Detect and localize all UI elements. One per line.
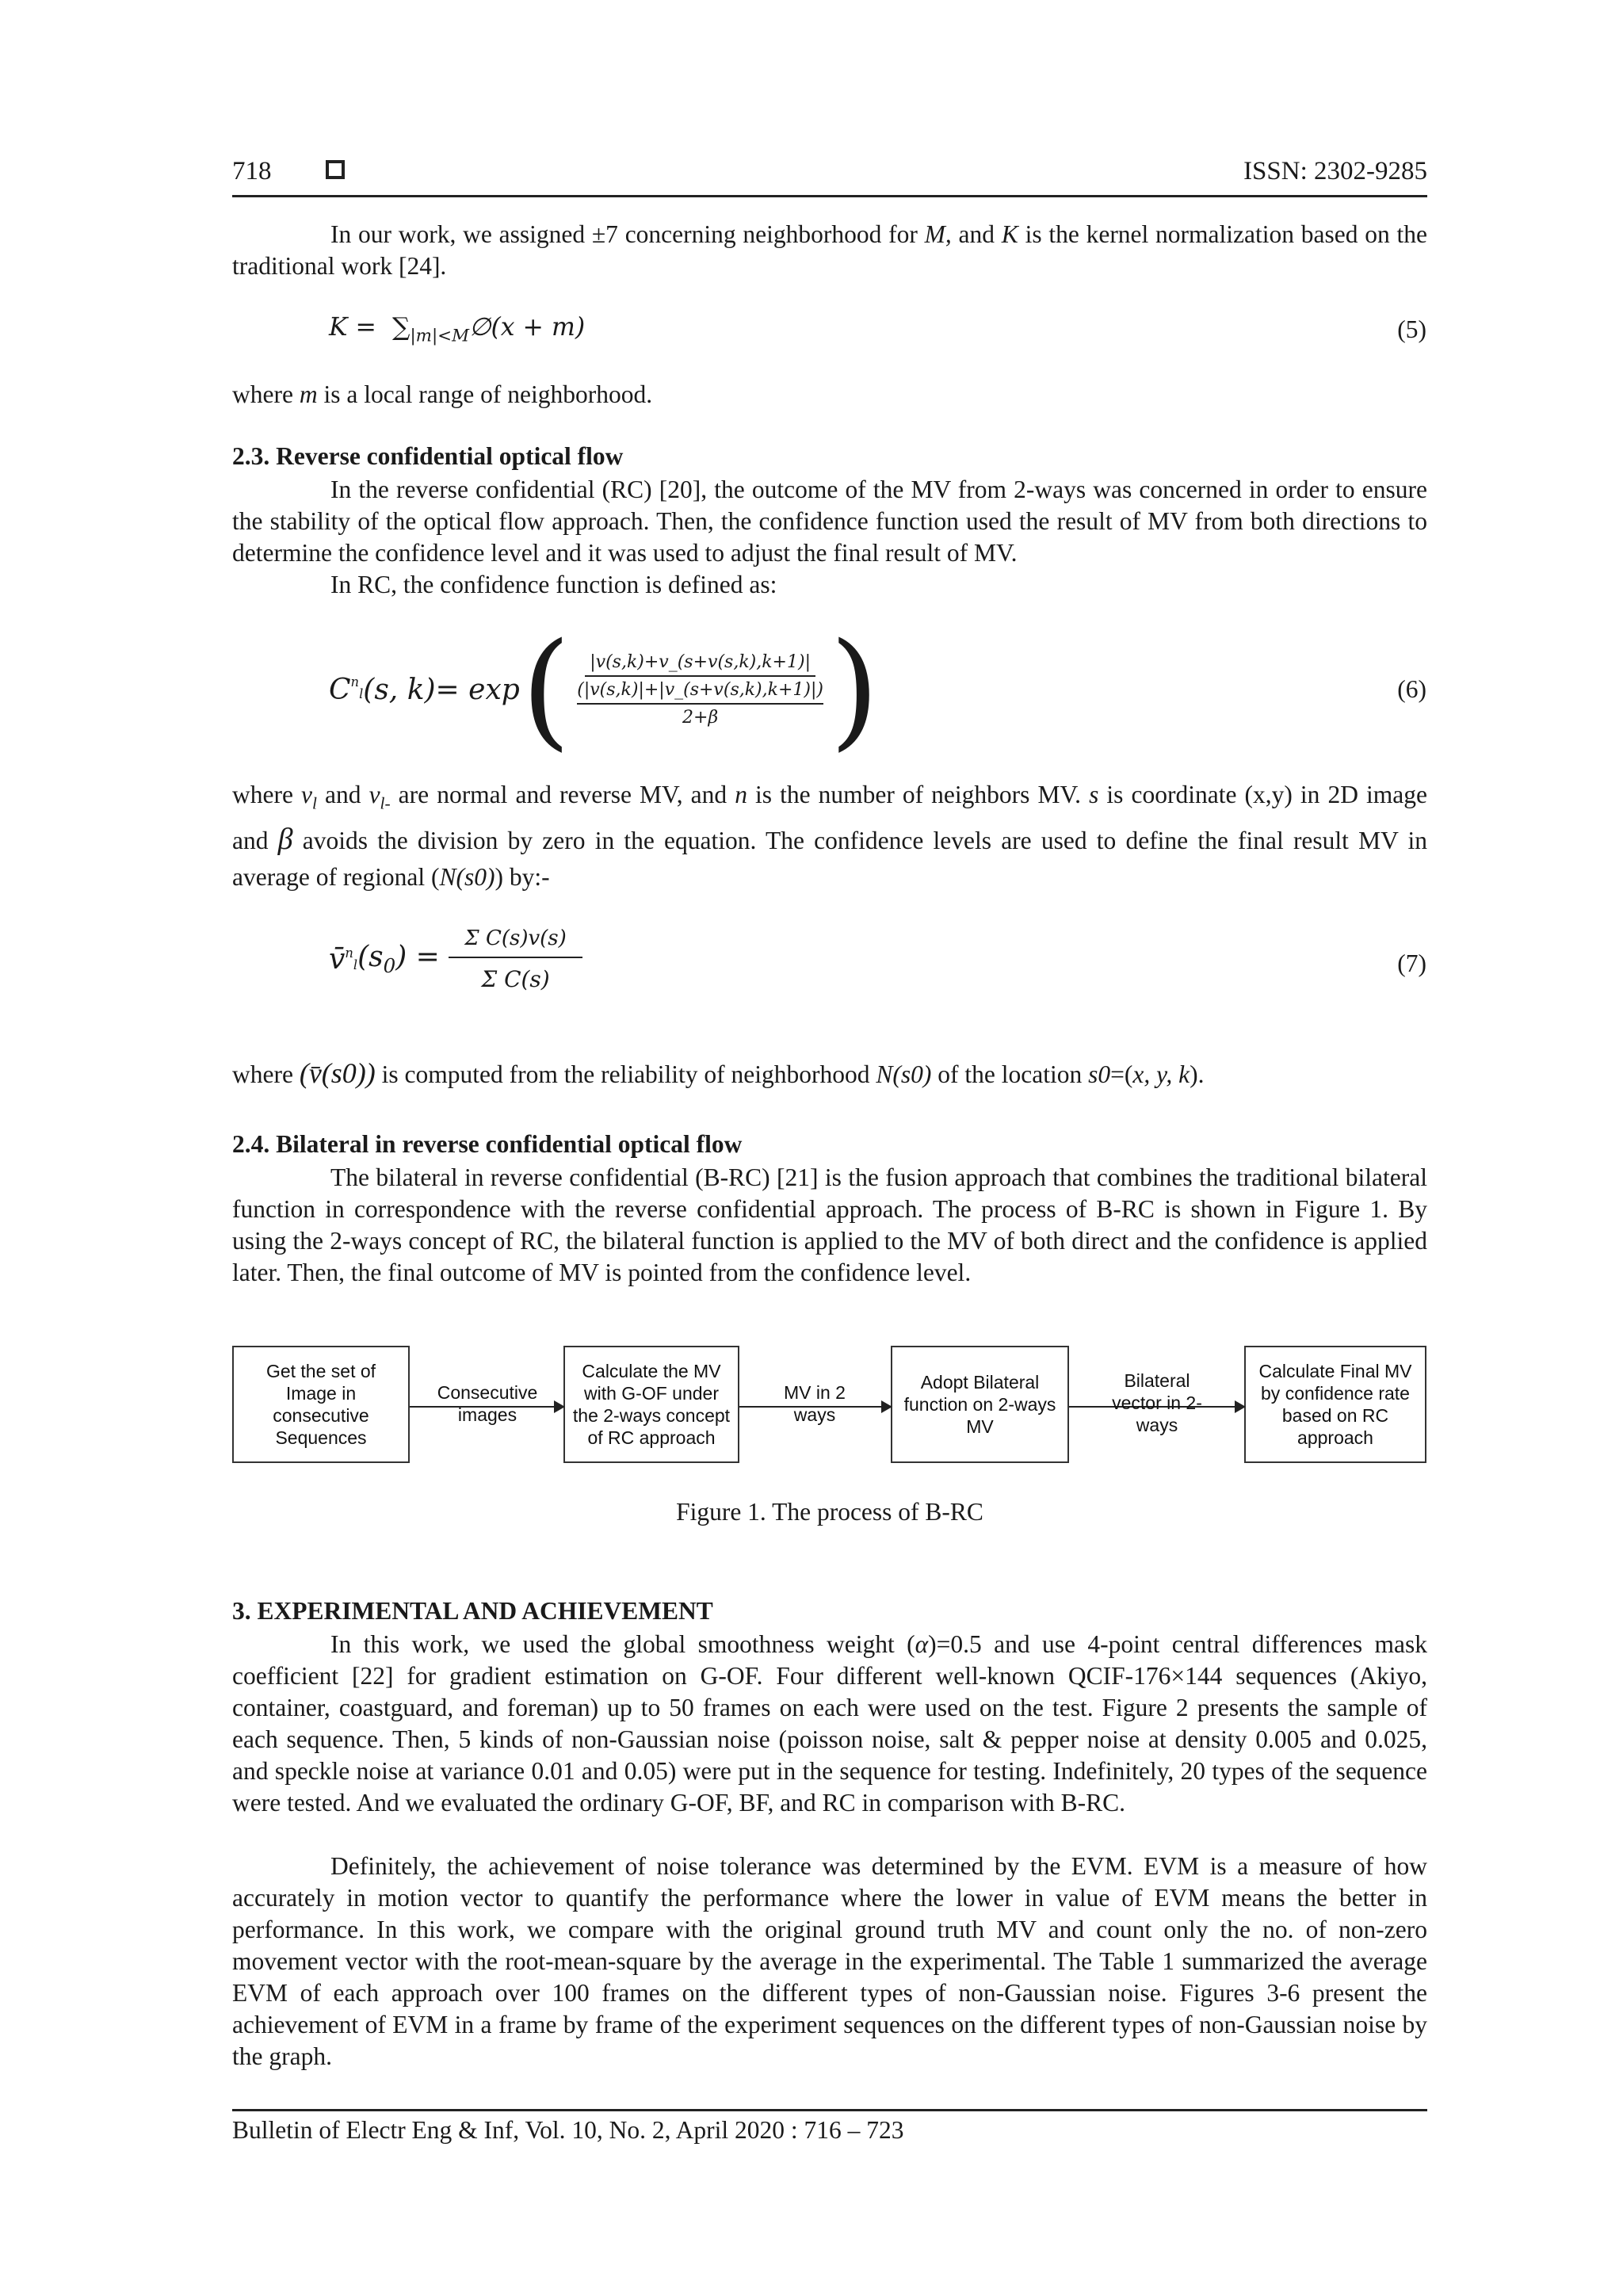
issn: ISSN: 2302-9285 <box>1243 157 1427 185</box>
flow-label-3: Bilateral vector in 2-ways <box>1112 1370 1202 1435</box>
where-v0-text: where (v̄(s0)) is computed from the reliability of neighborhood N(s0) of the location s0=(x, y, k). <box>232 1057 1205 1089</box>
flow-box-3: Adopt Bilateral function on 2-ways MV <box>891 1346 1069 1463</box>
flow-box-1: Get the set of Image in consecutive Sequences <box>232 1346 410 1463</box>
page-footer <box>232 2109 1427 2145</box>
intro-paragraph: In our work, we assigned ±7 concerning neighborhood for M, and K is the kernel normalization based on the traditional work [24]. <box>232 220 1428 280</box>
section-2-4-paragraph: The bilateral in reverse confidential (B-RC) [21] is the fusion approach that combines the traditional bilateral function in correspondence with the reverse confidential approach. The process of B-RC is shown in Figure 1. By using the 2-ways concept of RC, the bilateral function is applied to the MV of both direct and the confidence is applied later. Then, the final outcome of MV is pointed from the confidence level. <box>232 1163 1427 1286</box>
page-number: 718 <box>232 157 272 185</box>
where-m-text: where m is a local range of neighborhood. <box>232 380 653 408</box>
section-2-4-heading: 2.4. Bilateral in reverse confidential optical flow <box>232 1130 743 1158</box>
equation-7: v̄ $^n_l$ $(s_0)$ = $\frac{\text{Σ C(s)v(s)}}{\text{Σ C(s)}}$ <box>329 904 582 1014</box>
flow-label-1: Consecutive images <box>437 1382 538 1425</box>
section-2-3-paragraph: In the reverse confidential (RC) [20], the outcome of the MV from 2-ways was concerned in order to ensure the stability of the optical flow approach. Then, the confidence function used the result of MV from both directions to determine the confidence level and it was used to adjust the final result of MV. <box>232 476 1427 567</box>
section-2-3-heading: 2.3. Reverse confidential optical flow <box>232 442 624 470</box>
square-icon <box>326 160 345 179</box>
equation-6: C $^n_l$ (s, k) = exp ( |v(s,k)+v_(s+v(s,k),k+1)| (|v(s,k)|+|v_(s+v(s,k),k+1)|) 2+β ) <box>329 615 880 763</box>
equation-5: $K = \sum_{|m|<M}\emptyset(x + m)$ <box>329 313 586 346</box>
section-2-3-intro-eq6: In RC, the confidence function is defined as: <box>330 571 777 598</box>
equation-5-label: (5) <box>1397 315 1426 343</box>
footer-citation: Bulletin of Electr Eng & Inf, Vol. 10, No. 2, April 2020 : 716 – 723 <box>232 2116 904 2144</box>
section-3-paragraph-1: In this work, we used the global smoothness weight (α)=0.5 and use 4-point central differences mask coefficient [22] for gradient estimation on G-OF. Four different well-known QCIF-176×144 sequences (Akiyo, container, coastguard, and foreman) up to 50 frames on each were used on the test. Figure 2 presents the sample of each sequence. Then, 5 kinds of non-Gaussian noise (poisson noise, salt & pepper noise at density 0.005 and 0.025, and speckle noise at variance 0.01 and 0.05) were put in the sequence for testing. Indefinitely, 20 types of the sequence were tested. And we evaluated the ordinary G-OF, BF, and RC in comparison with B-RC. <box>232 1630 1427 1817</box>
equation-6-label: (6) <box>1397 675 1426 703</box>
where-v-text: where $v_l$ and $v_{l-}$ are normal and reverse MV, and n is the number of neighbors MV. s is coordinate (x,y) in 2D image and β avoids the division by zero in the equation. The confidence levels are used to define the final result MV in average of regional (N(s0)) by:- <box>232 781 1427 892</box>
eq7-fraction: $\frac{\text{Σ C(s)v(s)}}{\text{Σ C(s)}}$ <box>449 926 582 992</box>
flow-box-2: Calculate the MV with G-OF under the 2-ways concept of RC approach <box>563 1346 739 1463</box>
figure-1-caption: Figure 1. The process of B-RC <box>676 1498 983 1526</box>
equation-7-label: (7) <box>1397 949 1426 977</box>
section-3-paragraph-2: Definitely, the achievement of noise tolerance was determined by the EVM. EVM is a measure of how accurately in motion vector to quantify the performance where the lower in value of EVM means the better in performance. In this work, we compare with the original ground truth MV and count only the no. of non-zero movement vector with the root-mean-square by the average in the experimental. The Table 1 summarized the average EVM of each approach over 100 frames on the different types of non-Gaussian noise. Figures 3-6 present the achievement of EVM in a frame by frame of the experiment sequences on the different types of non-Gaussian noise by the graph. <box>232 1852 1427 2070</box>
flow-label-2: MV in 2 ways <box>784 1382 846 1425</box>
flow-box-4: Calculate Final MV by confidence rate based on RC approach <box>1244 1346 1426 1463</box>
page-header <box>232 155 1427 197</box>
eq6-fraction: |v(s,k)+v_(s+v(s,k),k+1)| (|v(s,k)|+|v_(s+v(s,k),k+1)|) 2+β <box>577 651 823 728</box>
section-3-heading: 3. EXPERIMENTAL AND ACHIEVEMENT <box>232 1597 713 1625</box>
